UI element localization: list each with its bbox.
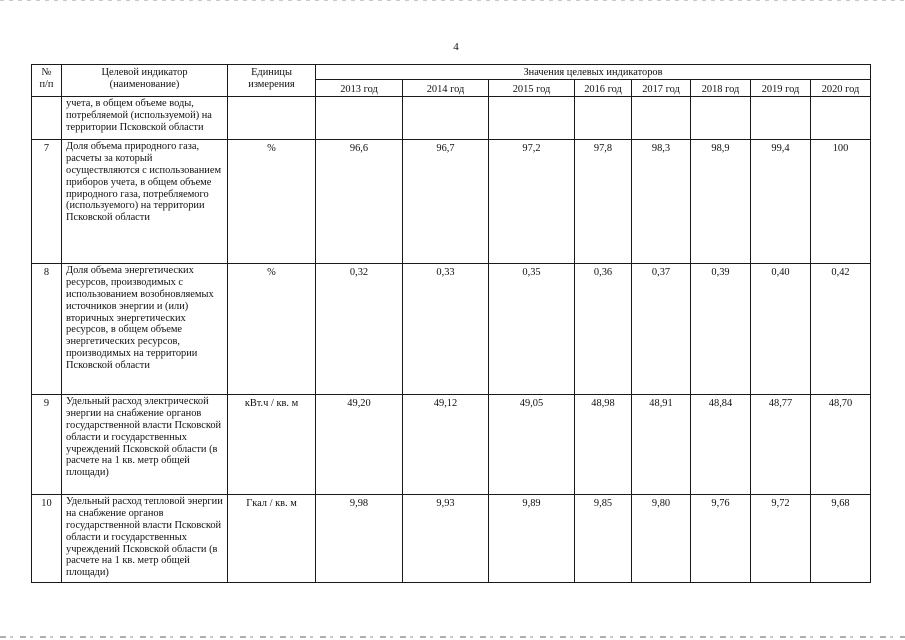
indicator-value bbox=[316, 96, 403, 139]
table-row bbox=[32, 394, 871, 494]
indicator-name: Доля объема природного газа, расчеты за который осуществляются с использованием приборов учета, в общем объеме природного газа, потребляемого (используемого) на территории Псковской области bbox=[62, 139, 228, 263]
indicator-value: 48,70 bbox=[811, 394, 871, 494]
unit-of-measure bbox=[228, 96, 316, 139]
header-year: 2015 год bbox=[489, 80, 575, 97]
indicator-value bbox=[691, 96, 751, 139]
header-year: 2018 год bbox=[691, 80, 751, 97]
indicator-value: 49,20 bbox=[316, 394, 403, 494]
target-indicators-table bbox=[31, 64, 871, 583]
header-year: 2017 год bbox=[632, 80, 691, 97]
indicator-value bbox=[811, 96, 871, 139]
header-units: Единицы измерения bbox=[228, 65, 316, 97]
table-row bbox=[32, 139, 871, 263]
indicator-value: 96,7 bbox=[403, 139, 489, 263]
unit-of-measure: кВт.ч / кв. м bbox=[228, 394, 316, 494]
indicator-value: 48,77 bbox=[751, 394, 811, 494]
indicator-value: 96,6 bbox=[316, 139, 403, 263]
indicator-value: 97,8 bbox=[575, 139, 632, 263]
indicator-value: 48,91 bbox=[632, 394, 691, 494]
table-row bbox=[32, 263, 871, 394]
indicator-value: 9,80 bbox=[632, 494, 691, 582]
indicator-value bbox=[632, 96, 691, 139]
indicator-value: 97,2 bbox=[489, 139, 575, 263]
header-row-top bbox=[32, 65, 871, 80]
indicator-value: 9,85 bbox=[575, 494, 632, 582]
row-number bbox=[32, 96, 62, 139]
indicator-value: 9,98 bbox=[316, 494, 403, 582]
indicator-value: 0,42 bbox=[811, 263, 871, 394]
row-number: 9 bbox=[32, 394, 62, 494]
indicator-name: Доля объема энергетических ресурсов, производимых с использованием возобновляемых источников энергии и (или) вторичных энергетических ресурсов, в общем объеме энергетических ресурсов, производимых на территории Псковской области bbox=[62, 263, 228, 394]
table-row bbox=[32, 96, 871, 139]
header-year: 2016 год bbox=[575, 80, 632, 97]
indicator-name: учета, в общем объеме воды, потребляемой (используемой) на территории Псковской области bbox=[62, 96, 228, 139]
indicator-value: 0,36 bbox=[575, 263, 632, 394]
indicator-name: Удельный расход электрической энергии на снабжение органов государственной власти Псковской области и государственных учреждений Псковской области (в расчете на 1 кв. метр общей площади) bbox=[62, 394, 228, 494]
indicator-value bbox=[489, 96, 575, 139]
indicator-value: 49,12 bbox=[403, 394, 489, 494]
header-year: 2019 год bbox=[751, 80, 811, 97]
indicator-value bbox=[575, 96, 632, 139]
indicator-value: 0,39 bbox=[691, 263, 751, 394]
unit-of-measure: Гкал / кв. м bbox=[228, 494, 316, 582]
unit-of-measure: % bbox=[228, 263, 316, 394]
header-indicator: Целевой индикатор (наименование) bbox=[62, 65, 228, 97]
table-row bbox=[32, 494, 871, 582]
indicator-value: 9,93 bbox=[403, 494, 489, 582]
indicator-value: 0,37 bbox=[632, 263, 691, 394]
indicator-value: 98,9 bbox=[691, 139, 751, 263]
unit-of-measure: % bbox=[228, 139, 316, 263]
header-values-group: Значения целевых индикаторов bbox=[316, 65, 871, 80]
header-year: 2020 год bbox=[811, 80, 871, 97]
indicator-value: 9,72 bbox=[751, 494, 811, 582]
indicator-value bbox=[403, 96, 489, 139]
indicator-value: 0,32 bbox=[316, 263, 403, 394]
header-year: 2013 год bbox=[316, 80, 403, 97]
indicator-value: 49,05 bbox=[489, 394, 575, 494]
indicator-value: 0,35 bbox=[489, 263, 575, 394]
header-num: № п/п bbox=[32, 65, 62, 97]
indicator-value: 48,98 bbox=[575, 394, 632, 494]
indicator-value: 9,76 bbox=[691, 494, 751, 582]
indicator-value: 0,40 bbox=[751, 263, 811, 394]
page-number: 4 bbox=[453, 41, 459, 53]
scan-edge-top bbox=[0, 0, 905, 1]
row-number: 8 bbox=[32, 263, 62, 394]
row-number: 7 bbox=[32, 139, 62, 263]
row-number: 10 bbox=[32, 494, 62, 582]
indicator-name: Удельный расход тепловой энергии на снабжение органов государственной власти Псковской области и государственных учреждений Псковской области (в расчете на 1 кв. метр общей площади) bbox=[62, 494, 228, 582]
indicator-value: 100 bbox=[811, 139, 871, 263]
indicator-value: 98,3 bbox=[632, 139, 691, 263]
scan-edge-bottom bbox=[0, 636, 905, 638]
indicator-value bbox=[751, 96, 811, 139]
indicator-value: 99,4 bbox=[751, 139, 811, 263]
indicator-value: 48,84 bbox=[691, 394, 751, 494]
header-year: 2014 год bbox=[403, 80, 489, 97]
indicator-value: 9,89 bbox=[489, 494, 575, 582]
indicator-value: 0,33 bbox=[403, 263, 489, 394]
indicator-value: 9,68 bbox=[811, 494, 871, 582]
